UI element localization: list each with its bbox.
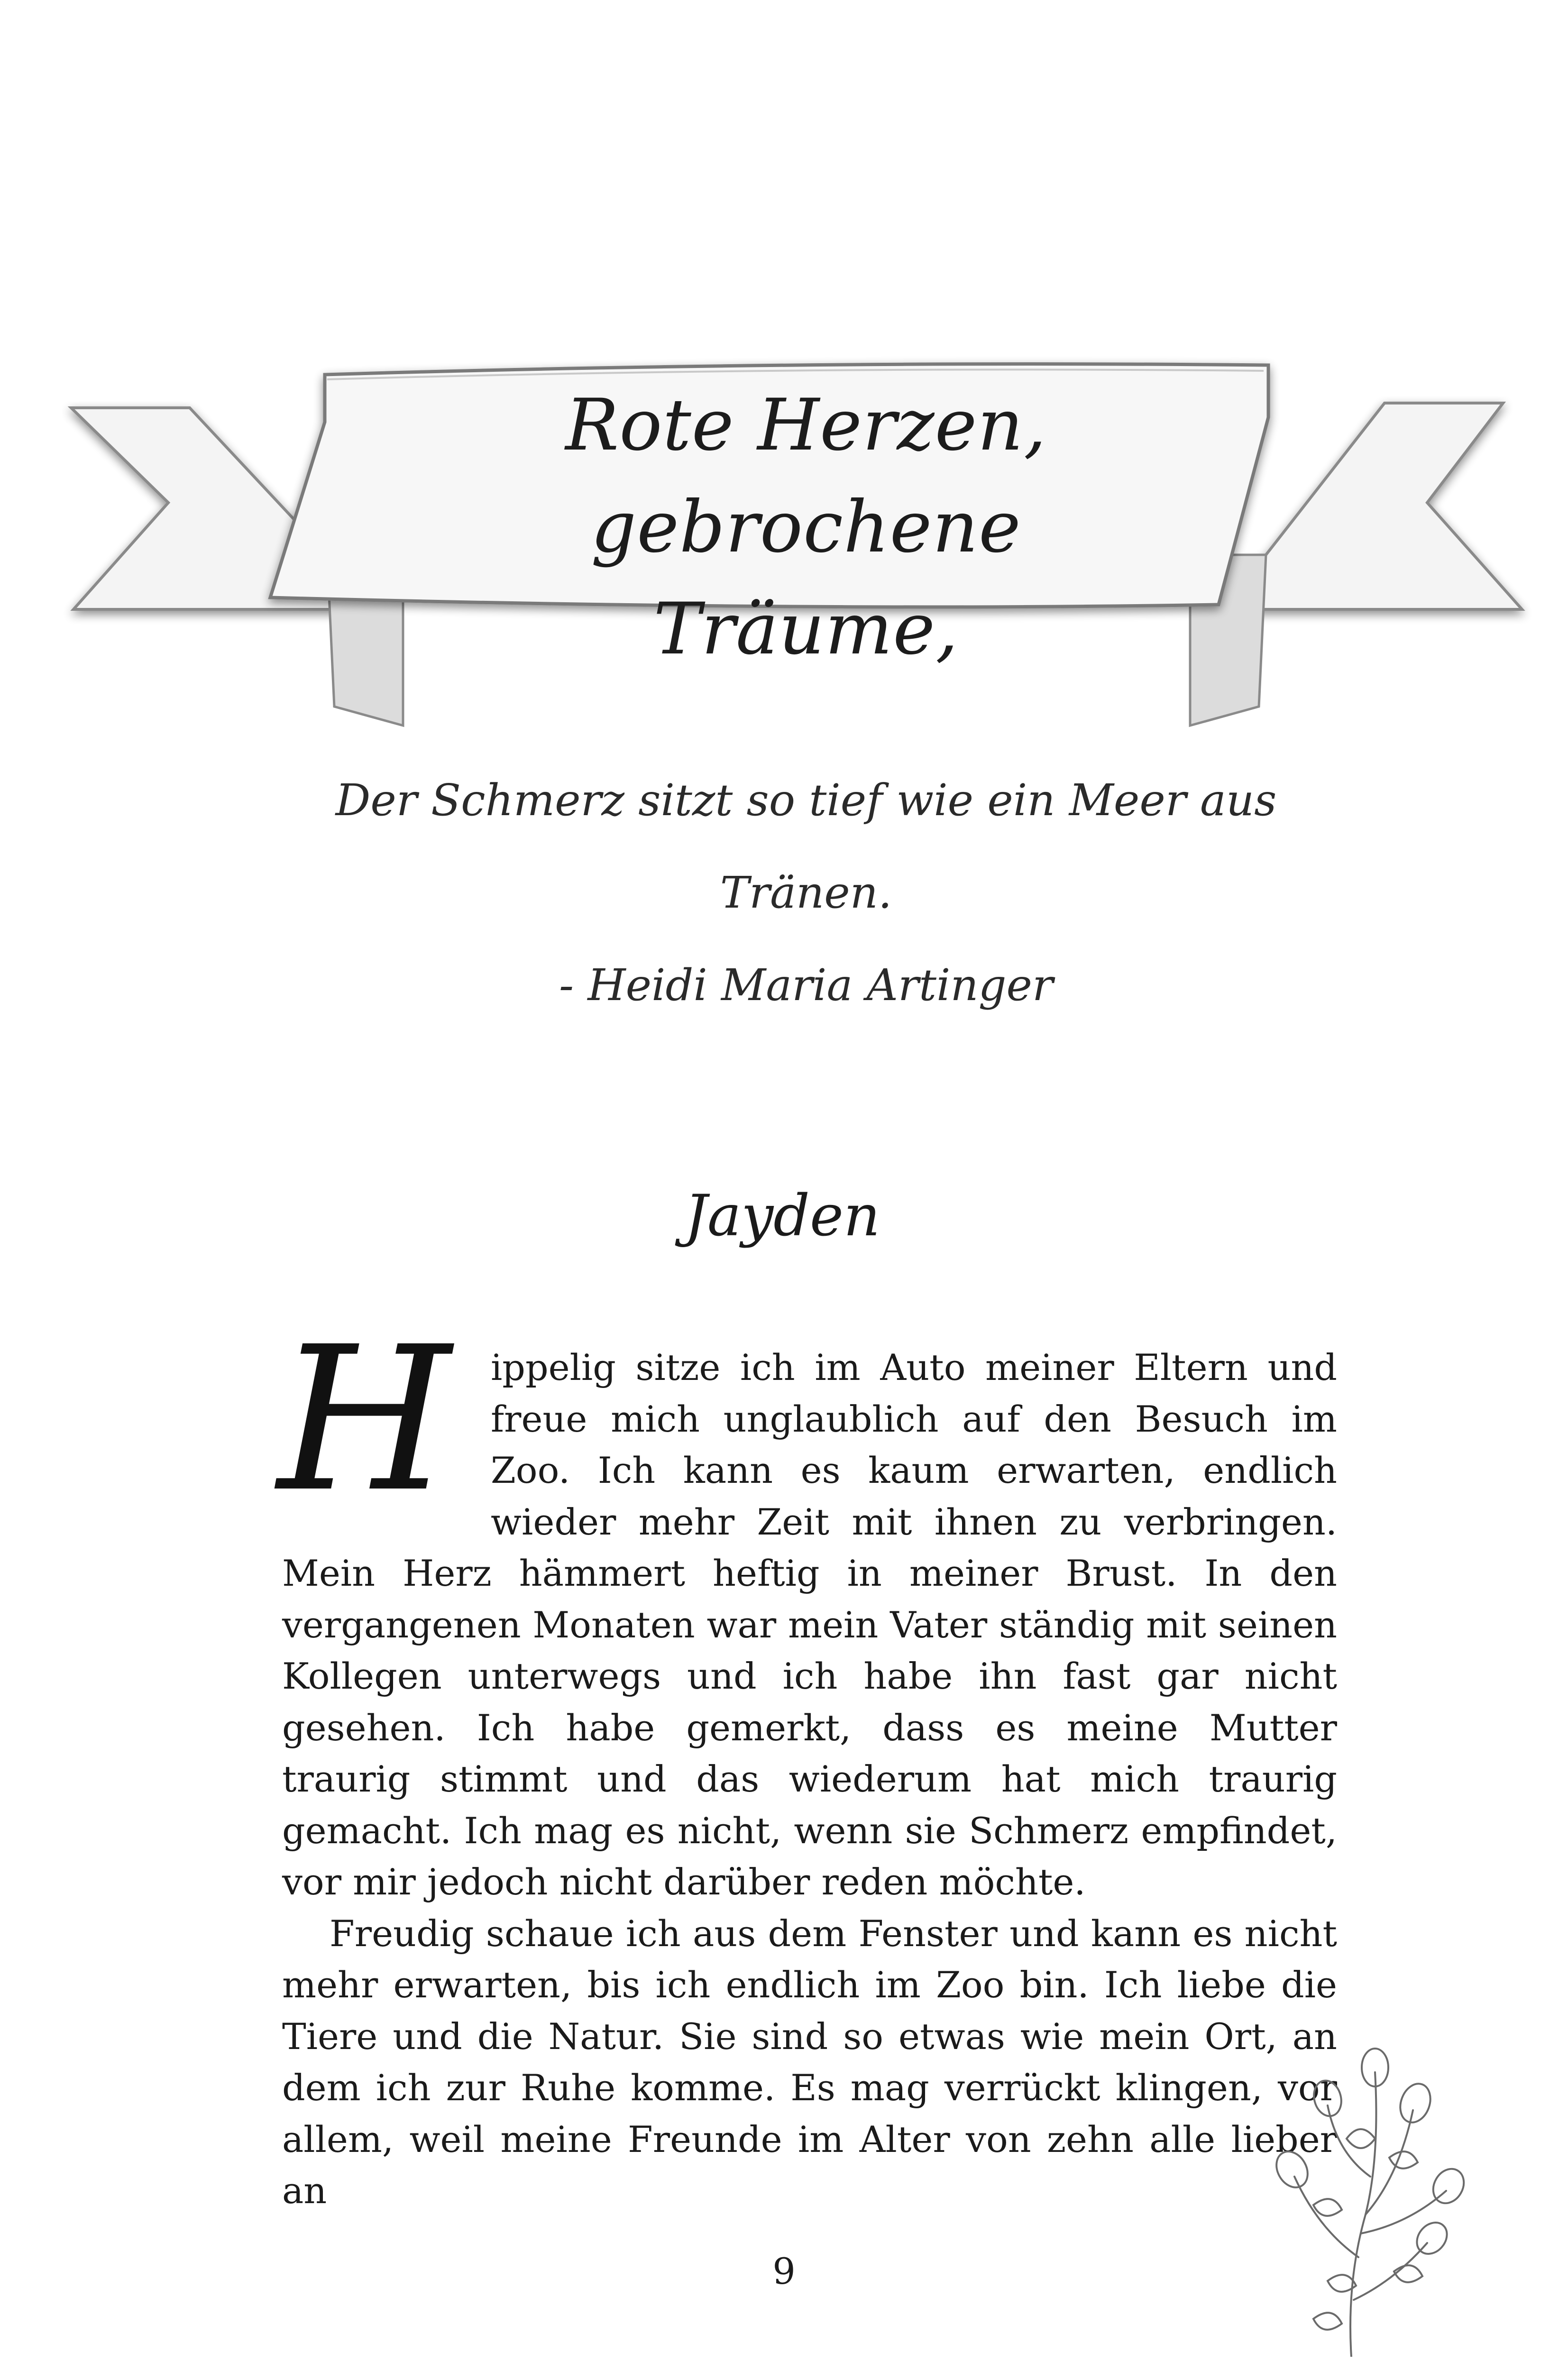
page-number: 9: [772, 2250, 796, 2292]
chapter-title-line-2: Träume,: [653, 588, 959, 671]
body-text: [277, 1304, 1337, 2217]
epigraph: [284, 754, 1328, 1031]
floral-sprig-illustration: [1256, 2034, 1479, 2357]
chapter-title: [341, 375, 1271, 680]
paragraph-2: Freudig schaue ich aus dem Fenster und kann es nicht mehr erwarten, bis ich endlich im Zoo bin. Ich liebe die Tiere und die Natur. Sie sind so etwas wie mein Ort, an dem ich zur Ruhe komme. Es mag verrückt klingen, vor allem, weil meine Freunde im Alter von zehn alle lieber an: [282, 1912, 1337, 2212]
epigraph-line-1: Der Schmerz sitzt so tief wie ein Meer aus: [335, 775, 1277, 826]
chapter-title-line-1: Rote Herzen, gebrochene: [565, 384, 1047, 569]
paragraph-1-text: ippelig sitze ich im Auto meiner Eltern und freue mich unglaublich auf den Besuch im Zoo. Ich kann es kaum erwarten, endlich wieder mehr Zeit mit ihnen zu verbringen. Mein Herz hämmert heftig in meiner Brust. In den vergangenen Monaten war mein Vater ständig mit seinen Kollegen unterwegs und ich habe ihn fast gar nicht gesehen. Ich habe gemerkt, dass es meine Mutter traurig stimmt und das wiederum hat mich traurig gemacht. Ich mag es nicht, wenn sie Schmerz empfindet, vor mir jedoch nicht darüber reden möchte.: [282, 1346, 1337, 1903]
epigraph-author: - Heidi Maria Artinger: [559, 960, 1053, 1011]
paragraph-1: [277, 1304, 1337, 1908]
epigraph-line-2: Tränen.: [720, 867, 892, 918]
drop-cap: H: [277, 1304, 451, 1536]
chapter-narrator-name: Jayden: [684, 1183, 880, 1249]
